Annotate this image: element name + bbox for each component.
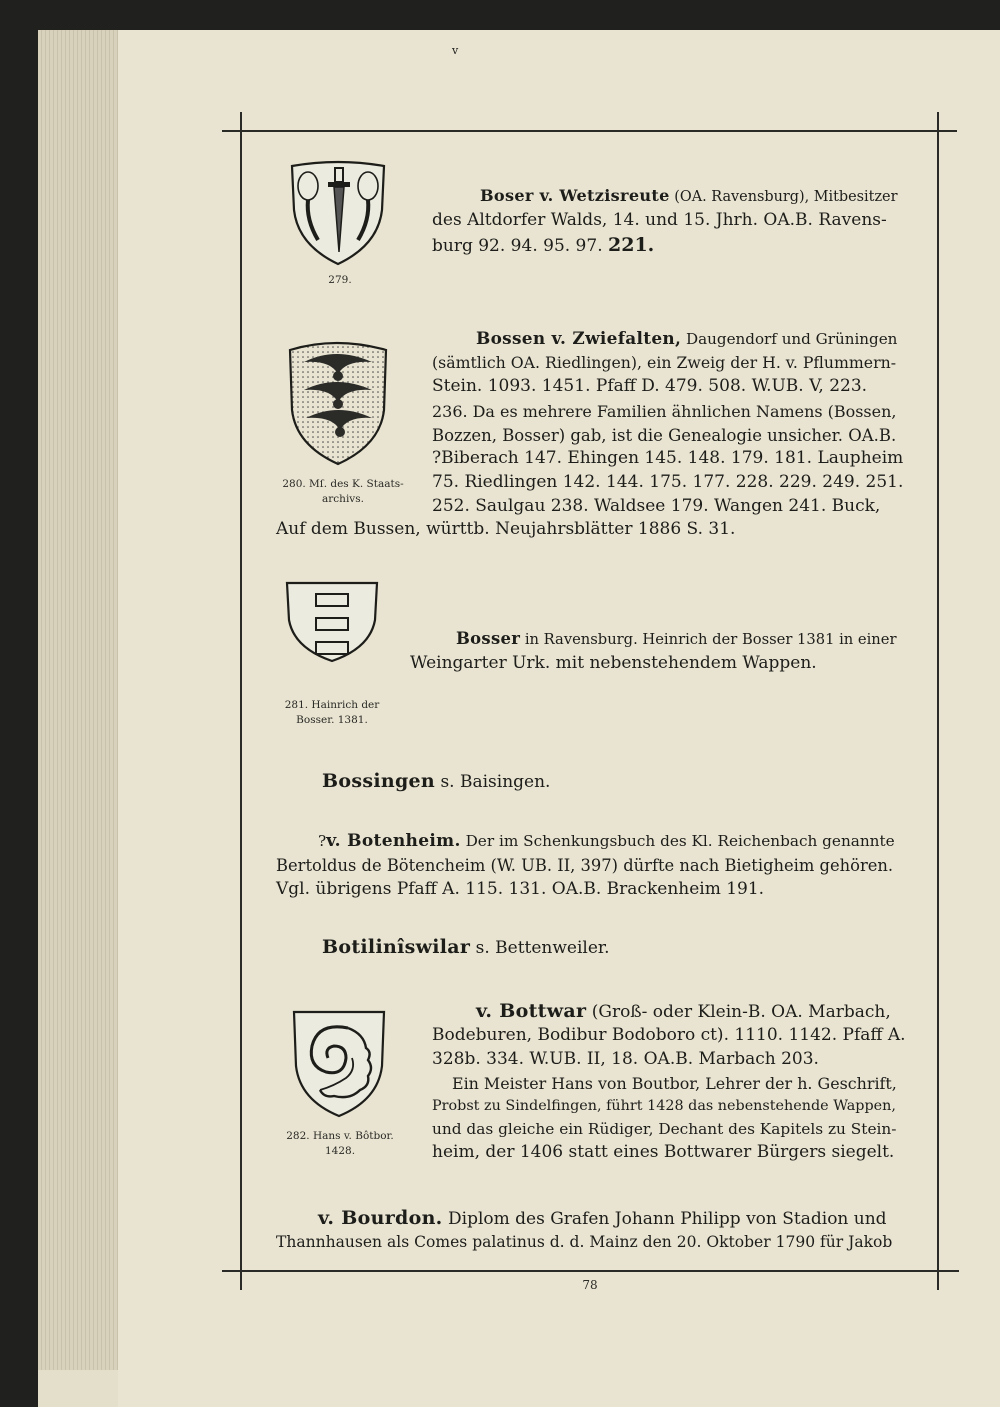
- figure-caption-282-line1: 282. Hans v. Bôtbor.: [286, 1130, 394, 1142]
- entry-bottwar-line1: [476, 1000, 906, 1025]
- entry-botenheim-prefix: ?: [318, 832, 327, 850]
- figure-caption-281-line1: 281. Hainrich der: [284, 699, 380, 711]
- frame-top-rule: [222, 130, 957, 132]
- entry-botenheim-line1-text: Der im Schenkungsbuch des Kl. Reichenbach genannte: [460, 832, 895, 850]
- frame-bottom-rule: [222, 1270, 959, 1272]
- frame-left-rule: [240, 112, 242, 1290]
- entry-botenheim-heading: v. Botenheim.: [326, 831, 461, 851]
- entry-bossen-heading: Bossen v. Zwiefalten,: [476, 328, 682, 348]
- coat-of-arms-282-icon: [290, 1008, 388, 1120]
- entry-bottwar-line7: heim, der 1406 statt eines Bottwarer Bürgers siegelt.: [432, 1142, 895, 1162]
- page-stack-edges: [38, 30, 118, 1370]
- figure-caption-281-line2: Bosser. 1381.: [296, 714, 368, 726]
- entry-botilinis-heading: Botilinîswilar: [322, 936, 471, 958]
- entry-bossen-line7: 75. Riedlingen 142. 144. 175. 177. 228. 229. 249. 251.: [432, 472, 904, 492]
- entry-bossen-line5: Bozzen, Bosser) gab, ist die Genealogie unsicher. OA.B.: [432, 426, 897, 445]
- entry-boser-line1-text: (OA. Ravensburg), Mitbesitzer: [674, 189, 898, 205]
- entry-bottwar-line6: und das gleiche ein Rüdiger, Dechant des Kapitels zu Stein-: [432, 1120, 897, 1138]
- figure-caption-280-line1: 280. Mſ. des K. Staats-: [282, 478, 404, 490]
- entry-boser-page-ref: 221.: [608, 234, 655, 256]
- page-number: 78: [582, 1278, 598, 1292]
- coat-of-arms-280-icon: [286, 340, 390, 468]
- entry-boser-heading: Boser v. Wetzisreute: [480, 186, 670, 205]
- entry-boser-line2: des Altdorfer Walds, 14. und 15. Jhrh. OA.B. Ravens-: [432, 210, 887, 230]
- entry-bottwar-line5: Probst zu Sindelfingen, führt 1428 das nebenstehende Wappen,: [432, 1098, 896, 1114]
- entry-bossen-line8: 252. Saulgau 238. Waldsee 179. Wangen 241. Buck,: [432, 496, 881, 516]
- entry-bottwar-line1-text: (Groß- oder Klein-B. OA. Marbach,: [586, 1002, 891, 1022]
- coat-of-arms-281-icon: [284, 580, 380, 664]
- figure-caption-282-line2: 1428.: [324, 1145, 356, 1157]
- entry-bottwar-line2: Bodeburen, Bodibur Bodoboro ct). 1110. 1142. Pfaff A.: [432, 1025, 906, 1045]
- entry-bossen-line2: (sämtlich OA. Riedlingen), ein Zweig der H. v. Pflummern-: [432, 353, 897, 372]
- header-mark: v: [452, 44, 459, 57]
- entry-botilinis-text: s. Bettenweiler.: [470, 938, 610, 958]
- entry-bourdon-line1-text: Diplom des Grafen Johann Philipp von Stadion und: [442, 1209, 887, 1229]
- entry-bossen-line3: Stein. 1093. 1451. Pfaff D. 479. 508. W.UB. V, 223.: [432, 376, 868, 396]
- entry-bossen-line4: 236. Da es mehrere Familien ähnlichen Namens (Bossen,: [432, 402, 897, 421]
- entry-botenheim-line3: Vgl. übrigens Pfaff A. 115. 131. OA.B. Brackenheim 191.: [276, 879, 765, 899]
- entry-bosser-line1: [456, 627, 906, 652]
- entry-bourdon-line2: Thannhausen als Comes palatinus d. d. Mainz den 20. Oktober 1790 für Jakob: [276, 1233, 893, 1251]
- entry-botenheim-line1: [318, 830, 906, 854]
- entry-bottwar-line4: Ein Meister Hans von Boutbor, Lehrer der h. Geschrift,: [452, 1074, 897, 1093]
- figure-caption-280-line2: archivs.: [322, 493, 364, 505]
- entry-boser-line3: [432, 234, 906, 259]
- entry-bosser-heading: Bosser: [456, 629, 521, 648]
- entry-bourdon-heading: v. Bourdon.: [318, 1207, 443, 1229]
- entry-bossen-line6: ?Biberach 147. Ehingen 145. 148. 179. 181. Laupheim: [432, 448, 904, 468]
- frame-right-rule: [937, 112, 939, 1290]
- entry-bosser-line1-text: in Ravensburg. Heinrich der Bosser 1381 in einer: [520, 631, 897, 648]
- entry-bottwar-heading: v. Bottwar: [476, 1000, 587, 1022]
- entry-botenheim-line2: Bertoldus de Bötencheim (W. UB. II, 397) dürfte nach Bietigheim gehören.: [276, 856, 894, 875]
- figure-caption-279: 279.: [328, 274, 352, 286]
- entry-bossen-line9: Auf dem Bussen, württb. Neujahrsblätter 1886 S. 31.: [276, 519, 736, 539]
- entry-bosser-line2: Weingarter Urk. mit nebenstehendem Wappen.: [410, 653, 817, 673]
- entry-bossingen-text: s. Baisingen.: [435, 772, 551, 792]
- coat-of-arms-279-icon: [288, 160, 388, 270]
- entry-bossingen: [322, 770, 722, 795]
- entry-bossen-line1: [476, 327, 906, 352]
- entry-botilinis: [322, 936, 722, 961]
- entry-bottwar-line3: 328b. 334. W.UB. II, 18. OA.B. Marbach 203.: [432, 1049, 819, 1069]
- entry-bossen-line1-text: Daugendorf und Grüningen: [681, 330, 898, 348]
- entry-boser-line1: [480, 184, 905, 210]
- entry-bourdon-line1: [318, 1207, 906, 1232]
- entry-bossingen-heading: Bossingen: [322, 770, 436, 792]
- entry-boser-line3-text: burg 92. 94. 95. 97.: [432, 236, 603, 256]
